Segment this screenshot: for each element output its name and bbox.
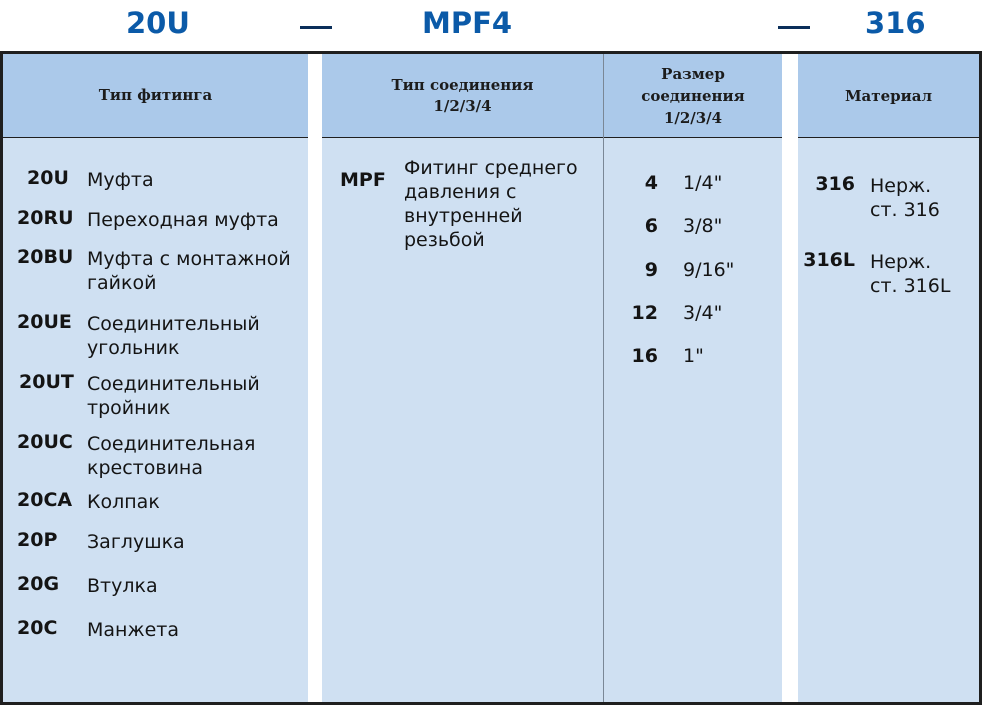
size-code: 9: [644, 259, 658, 281]
column-header-connection-size: [604, 54, 782, 137]
size-value: 1/4": [683, 172, 723, 194]
header-connection-type-positions: 1/2/3/4: [433, 97, 492, 115]
column-connection-size: [604, 54, 782, 702]
material-name: Нерж.: [870, 175, 932, 197]
fitting-name-continued: угольник: [87, 337, 180, 359]
size-code: 4: [644, 172, 658, 194]
fitting-name: Втулка: [87, 575, 158, 597]
connection-type-list: [322, 138, 603, 702]
fitting-code: 20BU: [17, 246, 74, 268]
title-material-code: 316: [865, 6, 926, 40]
column-gap: [308, 54, 322, 702]
connection-description: внутренней: [404, 205, 523, 227]
material-code: 316L: [803, 249, 855, 271]
fitting-name: Переходная муфта: [87, 209, 279, 231]
fitting-code: 20CA: [17, 489, 73, 511]
connection-description: Фитинг среднего: [404, 157, 578, 179]
fitting-type-list: [3, 138, 308, 702]
header-fitting-type: Тип фитинга: [98, 86, 213, 104]
fitting-code: 20RU: [17, 207, 74, 229]
fitting-name: Муфта с монтажной: [87, 248, 291, 270]
size-value: 3/4": [683, 302, 723, 324]
header-connection-size-positions: 1/2/3/4: [663, 109, 723, 127]
header-material: Материал: [844, 87, 933, 105]
connection-size-list: [604, 138, 782, 702]
fitting-code: 20C: [17, 617, 58, 639]
material-name-continued: ст. 316L: [870, 275, 951, 297]
fitting-code: 20G: [17, 573, 60, 595]
fitting-name-continued: крестовина: [87, 457, 203, 479]
title-connection-code: MPF4: [422, 6, 513, 40]
size-code: 16: [631, 345, 658, 367]
size-code: 12: [631, 302, 658, 324]
column-connection-type: [322, 54, 603, 702]
fitting-code: 20U: [27, 167, 69, 189]
title-fitting-code: 20U: [126, 6, 190, 40]
fitting-name-continued: гайкой: [87, 272, 157, 294]
fitting-name: Соединительный: [87, 373, 260, 395]
fitting-code: 20UC: [17, 431, 73, 453]
column-header-material: [798, 54, 979, 137]
header-connection-size: соединения: [641, 87, 745, 105]
column-header-connection-type: [322, 54, 603, 137]
material-name-continued: ст. 316: [870, 199, 940, 221]
title-separator-1: [300, 26, 332, 29]
column-gap: [782, 54, 798, 702]
fitting-name-continued: тройник: [87, 397, 171, 419]
column-header-fitting-type: [3, 54, 308, 137]
fitting-code: 20P: [17, 529, 58, 551]
size-value: 1": [683, 345, 704, 367]
column-fitting-type: [3, 54, 308, 702]
fitting-name: Муфта: [87, 169, 154, 191]
connection-code: MPF: [340, 169, 386, 191]
material-code: 316: [815, 173, 855, 195]
fitting-code: 20UT: [19, 371, 74, 393]
fitting-name: Манжета: [87, 619, 179, 641]
fitting-name: Колпак: [87, 491, 160, 513]
connection-description: резьбой: [404, 229, 485, 251]
size-value: 3/8": [683, 215, 723, 237]
size-code: 6: [644, 215, 658, 237]
fitting-name: Соединительный: [87, 313, 260, 335]
title-separator-2: [778, 26, 810, 29]
size-value: 9/16": [683, 259, 735, 281]
material-list: [798, 138, 979, 702]
ordering-table: [0, 51, 982, 705]
fitting-name: Заглушка: [87, 531, 185, 553]
material-name: Нерж.: [870, 251, 932, 273]
header-connection-type: Тип соединения: [391, 76, 534, 94]
header-connection-size: Размер: [661, 65, 725, 83]
connection-description: давления с: [404, 181, 517, 203]
fitting-code: 20UE: [17, 311, 72, 333]
fitting-name: Соединительная: [87, 433, 256, 455]
column-material: [798, 54, 979, 702]
